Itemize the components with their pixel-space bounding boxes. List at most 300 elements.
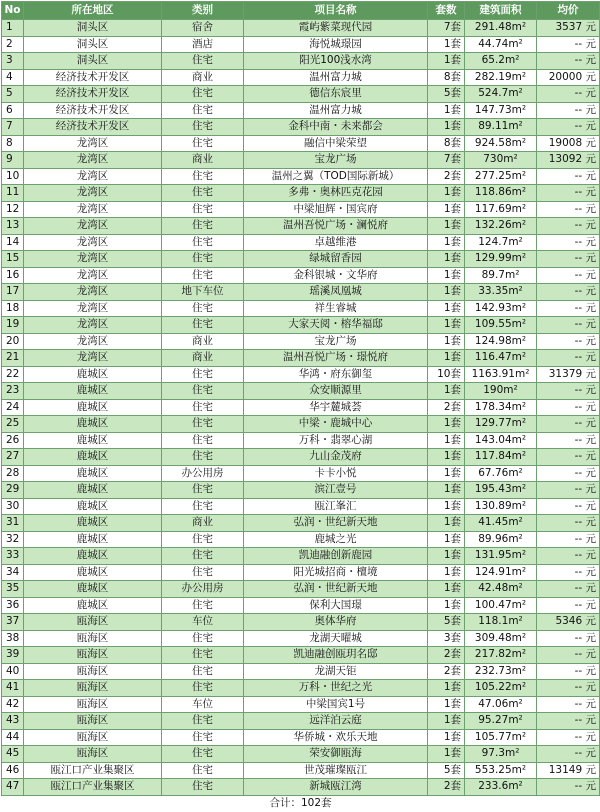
area-value: 118.1: [478, 615, 509, 628]
table-row: [2, 201, 600, 218]
cell-price: -- 元: [537, 713, 600, 730]
cell-type: 车位: [162, 614, 244, 631]
cell-area: [465, 234, 537, 251]
cell-area: [465, 333, 537, 350]
area-value: 1163.91: [471, 367, 515, 380]
cell-no: 3: [2, 53, 24, 70]
cell-project: 霞屿紫菜现代园: [244, 20, 428, 37]
cell-sets: 1套: [428, 531, 465, 548]
area-unit: m²: [504, 268, 520, 281]
table-row: [2, 383, 600, 400]
cell-price: -- 元: [537, 300, 600, 317]
cell-project: 弘润・世纪新天地: [244, 581, 428, 598]
cell-project: 鹿城之光: [244, 531, 428, 548]
table-row: [2, 251, 600, 268]
cell-type: 住宅: [162, 597, 244, 614]
cell-type: 商业: [162, 152, 244, 169]
cell-district: 鹿城区: [24, 399, 162, 416]
cell-sets: 1套: [428, 581, 465, 598]
table-row: [2, 119, 600, 136]
area-unit: m²: [511, 301, 527, 314]
cell-no: 26: [2, 432, 24, 449]
cell-project: 世茂璀璨瓯江: [244, 762, 428, 779]
header-type: 类别: [162, 2, 244, 20]
cell-price: -- 元: [537, 102, 600, 119]
cell-sets: 1套: [428, 432, 465, 449]
cell-price: -- 元: [537, 531, 600, 548]
area-value: 117.69: [474, 202, 512, 215]
cell-area: [465, 366, 537, 383]
table-row: [2, 36, 600, 53]
cell-district: 经济技术开发区: [24, 86, 162, 103]
cell-price: -- 元: [537, 201, 600, 218]
cell-type: 车位: [162, 696, 244, 713]
cell-area: [465, 20, 537, 37]
area-unit: m²: [508, 697, 523, 710]
table-row: [2, 482, 600, 499]
total-count: 合计：102套: [2, 795, 600, 812]
cell-no: 1: [2, 20, 24, 37]
table-row: [2, 713, 600, 730]
cell-area: [465, 201, 537, 218]
area-unit: m²: [508, 120, 523, 133]
cell-area: [465, 680, 537, 697]
area-value: 132.26: [474, 219, 512, 232]
cell-type: 办公用房: [162, 581, 244, 598]
table-row: [2, 399, 600, 416]
cell-sets: 1套: [428, 597, 465, 614]
cell-district: 龙湾区: [24, 333, 162, 350]
cell-district: 瓯海区: [24, 647, 162, 664]
cell-sets: 1套: [428, 36, 465, 53]
cell-sets: 8套: [428, 69, 465, 86]
cell-project: 中梁旭辉・国宾府: [244, 201, 428, 218]
cell-price: -- 元: [537, 383, 600, 400]
table-body: [2, 20, 600, 796]
cell-no: 12: [2, 201, 24, 218]
cell-district: 鹿城区: [24, 482, 162, 499]
cell-project: 中梁・鹿城中心: [244, 416, 428, 433]
table-header-row: [2, 2, 600, 20]
area-value: 117.84: [474, 450, 512, 463]
header-area: 建筑面积: [465, 2, 537, 20]
header-district: 所在地区: [24, 2, 162, 20]
area-value: 129.99: [474, 252, 512, 265]
area-value: 291.48: [474, 21, 512, 34]
cell-project: 凯迪融创瓯玥名邸: [244, 647, 428, 664]
cell-area: [465, 762, 537, 779]
cell-project: 阳光城招商・檀境: [244, 564, 428, 581]
cell-no: 14: [2, 234, 24, 251]
cell-no: 25: [2, 416, 24, 433]
table-row: [2, 680, 600, 697]
cell-price: -- 元: [537, 465, 600, 482]
table-row: [2, 696, 600, 713]
cell-no: 47: [2, 779, 24, 796]
cell-type: 住宅: [162, 432, 244, 449]
cell-no: 7: [2, 119, 24, 136]
area-value: 65.2: [481, 54, 505, 67]
cell-district: 龙湾区: [24, 234, 162, 251]
cell-price: -- 元: [537, 416, 600, 433]
area-value: 33.35: [478, 285, 509, 298]
area-value: 105.22: [474, 681, 512, 694]
cell-sets: 1套: [428, 201, 465, 218]
cell-no: 40: [2, 663, 24, 680]
cell-area: [465, 300, 537, 317]
cell-district: 鹿城区: [24, 581, 162, 598]
table-row: [2, 317, 600, 334]
cell-project: 金科银城・文华府: [244, 267, 428, 284]
cell-price: -- 元: [537, 449, 600, 466]
area-value: 277.25: [474, 169, 512, 182]
cell-district: 经济技术开发区: [24, 119, 162, 136]
area-unit: m²: [508, 532, 523, 545]
cell-project: 卓越维港: [244, 234, 428, 251]
cell-price: 31379 元: [537, 366, 600, 383]
cell-no: 29: [2, 482, 24, 499]
cell-no: 10: [2, 168, 24, 185]
cell-sets: 1套: [428, 119, 465, 136]
area-unit: m²: [508, 582, 523, 595]
cell-district: 鹿城区: [24, 597, 162, 614]
area-unit: m²: [511, 499, 527, 512]
cell-price: -- 元: [537, 663, 600, 680]
cell-type: 住宅: [162, 564, 244, 581]
cell-sets: 1套: [428, 564, 465, 581]
cell-area: [465, 696, 537, 713]
cell-district: 鹿城区: [24, 416, 162, 433]
area-unit: m²: [508, 37, 523, 50]
cell-type: 商业: [162, 69, 244, 86]
cell-type: 住宅: [162, 399, 244, 416]
cell-district: 鹿城区: [24, 449, 162, 466]
cell-sets: 5套: [428, 762, 465, 779]
area-value: 124.98: [474, 334, 512, 347]
cell-sets: 2套: [428, 647, 465, 664]
cell-district: 龙湾区: [24, 350, 162, 367]
cell-district: 龙湾区: [24, 251, 162, 268]
cell-district: 瓯海区: [24, 630, 162, 647]
area-unit: m²: [511, 549, 527, 562]
cell-district: 瓯海区: [24, 663, 162, 680]
cell-project: 新城瓯江湾: [244, 779, 428, 796]
cell-no: 46: [2, 762, 24, 779]
area-value: 524.7: [478, 87, 509, 100]
cell-sets: 2套: [428, 399, 465, 416]
cell-no: 44: [2, 729, 24, 746]
cell-project: 瓯江峯汇: [244, 498, 428, 515]
area-value: 116.47: [474, 351, 512, 364]
cell-sets: 1套: [428, 696, 465, 713]
area-value: 147.73: [474, 103, 512, 116]
cell-area: [465, 531, 537, 548]
area-unit: m²: [511, 169, 527, 182]
area-unit: m²: [508, 780, 523, 793]
header-price: 均价: [537, 2, 600, 20]
table-row: [2, 498, 600, 515]
cell-type: 住宅: [162, 498, 244, 515]
cell-project: 阳光100浅水湾: [244, 53, 428, 70]
table-row: [2, 53, 600, 70]
cell-price: -- 元: [537, 564, 600, 581]
cell-no: 9: [2, 152, 24, 169]
cell-district: 鹿城区: [24, 564, 162, 581]
cell-price: -- 元: [537, 168, 600, 185]
cell-no: 8: [2, 135, 24, 152]
cell-district: 瓯江口产业集聚区: [24, 762, 162, 779]
cell-project: 融信中梁荣望: [244, 135, 428, 152]
cell-price: 13092 元: [537, 152, 600, 169]
area-unit: m²: [511, 136, 527, 149]
cell-sets: 1套: [428, 333, 465, 350]
cell-price: -- 元: [537, 218, 600, 235]
cell-project: 宝龙广场: [244, 152, 428, 169]
area-unit: m²: [511, 202, 527, 215]
cell-price: -- 元: [537, 647, 600, 664]
cell-sets: 8套: [428, 135, 465, 152]
cell-project: 九山金茂府: [244, 449, 428, 466]
cell-area: [465, 581, 537, 598]
area-value: 47.06: [478, 697, 509, 710]
cell-no: 36: [2, 597, 24, 614]
cell-project: 祥生睿城: [244, 300, 428, 317]
cell-area: [465, 218, 537, 235]
cell-type: 住宅: [162, 449, 244, 466]
cell-sets: 1套: [428, 284, 465, 301]
table-row: [2, 663, 600, 680]
cell-sets: 5套: [428, 614, 465, 631]
cell-no: 16: [2, 267, 24, 284]
area-unit: m²: [511, 433, 527, 446]
area-value: 41.45: [478, 516, 509, 529]
table-row: [2, 779, 600, 796]
area-value: 118.86: [474, 186, 512, 199]
cell-price: -- 元: [537, 482, 600, 499]
cell-area: [465, 432, 537, 449]
table-row: [2, 366, 600, 383]
table-row: [2, 531, 600, 548]
cell-project: 华宇麓城荟: [244, 399, 428, 416]
cell-area: [465, 69, 537, 86]
table-row: [2, 581, 600, 598]
cell-project: 金科中南・未来都会: [244, 119, 428, 136]
cell-type: 住宅: [162, 119, 244, 136]
cell-sets: 2套: [428, 663, 465, 680]
cell-district: 龙湾区: [24, 317, 162, 334]
cell-sets: 5套: [428, 86, 465, 103]
cell-district: 鹿城区: [24, 465, 162, 482]
area-unit: m²: [508, 87, 523, 100]
cell-type: 住宅: [162, 218, 244, 235]
cell-project: 滨江壹号: [244, 482, 428, 499]
cell-price: -- 元: [537, 317, 600, 334]
cell-type: 住宅: [162, 746, 244, 763]
table-row: [2, 647, 600, 664]
cell-project: 弘润・世纪新天地: [244, 515, 428, 532]
cell-price: -- 元: [537, 515, 600, 532]
cell-price: -- 元: [537, 729, 600, 746]
cell-area: [465, 284, 537, 301]
area-unit: m²: [511, 21, 527, 34]
cell-project: 温州富力城: [244, 69, 428, 86]
area-unit: m²: [508, 235, 523, 248]
cell-district: 鹿城区: [24, 432, 162, 449]
area-value: 553.25: [474, 763, 512, 776]
area-unit: m²: [511, 70, 527, 83]
cell-project: 卡卡小悦: [244, 465, 428, 482]
table-row: [2, 333, 600, 350]
cell-project: 龙湖天曜城: [244, 630, 428, 647]
cell-area: [465, 383, 537, 400]
cell-project: 德信东宸里: [244, 86, 428, 103]
cell-area: [465, 465, 537, 482]
cell-type: 住宅: [162, 548, 244, 565]
cell-type: 住宅: [162, 234, 244, 251]
cell-no: 5: [2, 86, 24, 103]
cell-project: 万科・世纪之光: [244, 680, 428, 697]
cell-district: 瓯海区: [24, 746, 162, 763]
table-row: [2, 729, 600, 746]
cell-district: 瓯海区: [24, 696, 162, 713]
cell-type: 酒店: [162, 36, 244, 53]
cell-price: -- 元: [537, 267, 600, 284]
area-unit: m²: [511, 318, 527, 331]
cell-project: 温州富力城: [244, 102, 428, 119]
cell-area: [465, 597, 537, 614]
cell-sets: 1套: [428, 267, 465, 284]
area-value: 924.58: [474, 136, 512, 149]
cell-price: -- 元: [537, 53, 600, 70]
cell-sets: 1套: [428, 713, 465, 730]
cell-area: [465, 449, 537, 466]
cell-sets: 1套: [428, 251, 465, 268]
cell-project: 众安顺源里: [244, 383, 428, 400]
header-sets: 套数: [428, 2, 465, 20]
cell-price: -- 元: [537, 36, 600, 53]
header-project: 项目名称: [244, 2, 428, 20]
area-unit: m²: [511, 103, 527, 116]
cell-project: 远洋泊云庭: [244, 713, 428, 730]
cell-no: 35: [2, 581, 24, 598]
cell-type: 住宅: [162, 482, 244, 499]
cell-no: 11: [2, 185, 24, 202]
cell-area: [465, 53, 537, 70]
cell-type: 住宅: [162, 102, 244, 119]
cell-area: [465, 86, 537, 103]
cell-project: 绿城留香园: [244, 251, 428, 268]
cell-type: 住宅: [162, 86, 244, 103]
table-row: [2, 234, 600, 251]
cell-no: 17: [2, 284, 24, 301]
cell-district: 洞头区: [24, 20, 162, 37]
cell-project: 温州吾悦广场・璟悦府: [244, 350, 428, 367]
cell-no: 24: [2, 399, 24, 416]
cell-project: 海悦城璟园: [244, 36, 428, 53]
cell-no: 38: [2, 630, 24, 647]
area-value: 89.7: [481, 268, 505, 281]
area-unit: m²: [511, 334, 527, 347]
cell-price: -- 元: [537, 333, 600, 350]
cell-type: 住宅: [162, 779, 244, 796]
area-value: 178.34: [474, 400, 512, 413]
cell-price: -- 元: [537, 119, 600, 136]
cell-project: 凯迪融创新鹿园: [244, 548, 428, 565]
cell-no: 6: [2, 102, 24, 119]
cell-project: 华鸿・府东御玺: [244, 366, 428, 383]
cell-district: 龙湾区: [24, 168, 162, 185]
cell-no: 28: [2, 465, 24, 482]
cell-sets: 1套: [428, 234, 465, 251]
cell-no: 19: [2, 317, 24, 334]
cell-type: 住宅: [162, 630, 244, 647]
cell-area: [465, 663, 537, 680]
cell-sets: 1套: [428, 350, 465, 367]
cell-no: 2: [2, 36, 24, 53]
table-row: [2, 69, 600, 86]
table-row: [2, 152, 600, 169]
cell-type: 住宅: [162, 383, 244, 400]
cell-type: 商业: [162, 350, 244, 367]
area-unit: m²: [508, 285, 523, 298]
cell-price: -- 元: [537, 746, 600, 763]
cell-sets: 1套: [428, 53, 465, 70]
cell-district: 瓯江口产业集聚区: [24, 779, 162, 796]
cell-sets: 1套: [428, 449, 465, 466]
cell-no: 42: [2, 696, 24, 713]
area-value: 42.48: [478, 582, 509, 595]
cell-district: 龙湾区: [24, 267, 162, 284]
cell-price: -- 元: [537, 696, 600, 713]
cell-no: 20: [2, 333, 24, 350]
cell-district: 洞头区: [24, 53, 162, 70]
cell-sets: 1套: [428, 548, 465, 565]
cell-type: 住宅: [162, 663, 244, 680]
cell-project: 瑶溪凤凰城: [244, 284, 428, 301]
area-unit: m²: [508, 516, 523, 529]
cell-price: -- 元: [537, 399, 600, 416]
cell-district: 鹿城区: [24, 366, 162, 383]
cell-no: 23: [2, 383, 24, 400]
cell-price: -- 元: [537, 251, 600, 268]
cell-project: 温州之翼（TOD国际新城）: [244, 168, 428, 185]
area-value: 143.04: [474, 433, 512, 446]
area-unit: m²: [511, 648, 527, 661]
cell-type: 住宅: [162, 251, 244, 268]
area-unit: m²: [511, 763, 527, 776]
cell-district: 龙湾区: [24, 300, 162, 317]
table-row: [2, 597, 600, 614]
area-value: 190: [483, 384, 504, 397]
cell-type: 商业: [162, 333, 244, 350]
area-unit: m²: [511, 186, 527, 199]
cell-area: [465, 267, 537, 284]
cell-price: 5346 元: [537, 614, 600, 631]
table-row: [2, 350, 600, 367]
cell-sets: 1套: [428, 185, 465, 202]
cell-no: 37: [2, 614, 24, 631]
cell-no: 45: [2, 746, 24, 763]
area-value: 109.55: [474, 318, 512, 331]
area-value: 89.11: [478, 120, 509, 133]
table-row: [2, 614, 600, 631]
table-row: [2, 630, 600, 647]
cell-no: 31: [2, 515, 24, 532]
area-unit: m²: [511, 219, 527, 232]
cell-type: 办公用房: [162, 465, 244, 482]
cell-district: 经济技术开发区: [24, 102, 162, 119]
area-unit: m²: [503, 153, 518, 166]
